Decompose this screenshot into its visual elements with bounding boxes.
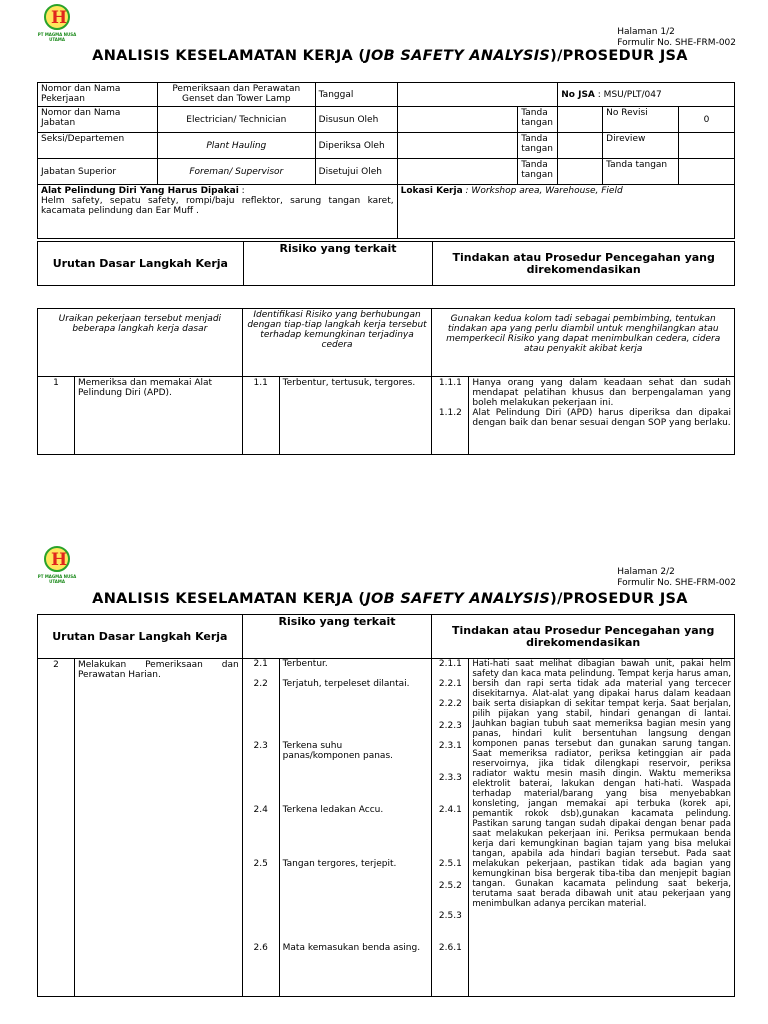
- lokasi-cell: [397, 185, 734, 239]
- no-revisi-value: 0: [679, 107, 735, 133]
- logo-text: PT MAGMA NUSA UTAMA: [37, 32, 77, 42]
- tanda-tangan-value-4: [679, 159, 735, 185]
- company-logo-2: [32, 546, 82, 584]
- nama-pekerjaan-value: Pemeriksaan dan Perawatan Genset dan Tower Lamp: [157, 83, 315, 107]
- logo-circle-icon: H: [44, 4, 70, 30]
- action-2-5-2-no: 2.5.2: [438, 881, 462, 891]
- header2-tindakan: Tindakan atau Prosedur Pencegahan yang direkomendasikan: [432, 615, 735, 659]
- risk-1-1-no: 1.1: [242, 377, 279, 455]
- tanggal-value: [397, 83, 558, 107]
- header2-urutan: Urutan Dasar Langkah Kerja: [38, 615, 243, 659]
- title2-part-c: )/PROSEDUR JSA: [550, 591, 688, 607]
- risk-2-2-no: 2.2: [253, 679, 268, 689]
- risk-2-3-no: 2.3: [253, 741, 268, 751]
- title-part-a: ANALISIS KESELAMATAN KERJA (: [92, 48, 366, 64]
- tanda-tangan-label-1: Tanda tangan: [518, 107, 558, 133]
- guide-tindakan: Gunakan kedua kolom tadi sebagai pembimbing, tentukan tindakan apa yang perlu diambil untuk menghilangkan atau memperkecil Risiko yang dapat menimbulkan cedera, cidera atau penyakit akibat kerja: [432, 309, 735, 377]
- info-table: [37, 82, 735, 239]
- risk-texts-2: [279, 659, 432, 997]
- apd-value: Helm safety, sepatu safety, rompi/baju reflektor, sarung tangan karet, kacamata pelindung dan Ear Muff .: [41, 196, 394, 216]
- action-2-5-1-no: 2.5.1: [438, 859, 462, 869]
- form-number: Formulir No. SHE-FRM-002: [617, 38, 736, 48]
- risk-2-3-text: Terkena suhu panas/komponen panas.: [282, 741, 393, 761]
- nama-pekerjaan-label: Nomor dan Nama Pekerjaan: [38, 83, 158, 107]
- action-2-4-1-no: 2.4.1: [438, 805, 462, 815]
- step-2-text: Melakukan Pemeriksaan dan Perawatan Harian.: [74, 659, 242, 997]
- page-number-2: Halaman 2/2: [617, 567, 675, 577]
- action-nos-2: [432, 659, 469, 997]
- lokasi-value: : Workshop area, Warehouse, Field: [465, 186, 623, 196]
- page-meta-2: [617, 567, 736, 589]
- jabatan-value: Electrician/ Technician: [157, 107, 315, 133]
- step-1-no: 1: [38, 377, 75, 455]
- disetujui-label: Disetujui Oleh: [315, 159, 397, 185]
- document-page-2: [0, 540, 768, 1024]
- guide-urutan: Uraikan pekerjaan tersebut menjadi beberapa langkah kerja dasar: [38, 309, 243, 377]
- title2-part-a: ANALISIS KESELAMATAN KERJA (: [92, 591, 366, 607]
- action-2-5-3-no: 2.5.3: [438, 911, 462, 921]
- risk-2-2-text: Terjatuh, terpeleset dilantai.: [282, 679, 410, 689]
- no-revisi-label: No Revisi: [603, 107, 679, 133]
- action-text-2: Hati-hati saat melihat dibagian bawah unit, pakai helm safety dan kaca mata pelindung. Tempat kerja harus aman, bersih dan rapi serta tidak ada material yang tercecer disekitarnya. Alat-alat yang dipakai harus dalam keadaan baik serta disiapkan di sekitar tempat kerja. Saat berjalan, pilih pijakan yang stabil, hindari genangan di lantai. Jauhkan bagian tubuh saat memeriksa bagian mesin yang panas, hindari kulit bersentuhan langsung dengan komponen panas tersebut dan gunakan sarung tangan. Saat memeriksa radiator, periksa ketinggian air pada reservoirnya, jika tidak dilengkapi reservoir, periksa radiator waktu mesin masih dingin. Waktu memeriksa elektrolit baterai, lakukan dengan hati-hati. Waspada terhadap material/barang yang bisa menyebabkan konsleting, jangan memakai api terbuka (korek api, pemantik rokok dsb),gunakan kacamata pelindung. Pastikan sarung tangan sudah dipakai dengan benar pada saat melakukan pekerjaan ini. Periksa permukaan benda kerja dari kemungkinan bagian tajam yang bisa melukai tangan, apabila ada hindari bagian tersebut. Pada saat melakukan pekerjaan, pastikan tidak ada bagian yang kemungkinan bisa bergerak tiba-tiba dan menjepit bagian tangan. Gunakan kacamata pelindung saat bekerja, terutama saat berada dibawah unit atau pekerjaan yang menimbulkan adanya percikan material.: [469, 659, 735, 997]
- page-number: Halaman 1/2: [617, 27, 675, 37]
- action-1-1-2-text: Alat Pelindung Diri (APD) harus diperiksa dan dipakai dengan baik dan benar sesuai dengan SOP yang berlaku.: [472, 408, 731, 428]
- risk-1-1-text: Terbentur, tertusuk, tergores.: [279, 377, 432, 455]
- action-2-2-2-no: 2.2.2: [438, 699, 462, 709]
- company-logo: [32, 4, 82, 42]
- jabatan-superior-value: Foreman/ Supervisor: [157, 159, 315, 185]
- risk-2-1-no: 2.1: [253, 659, 268, 669]
- action-1-1-1-text: Hanya orang yang dalam keadaan sehat dan sudah mendapat pelatihan khusus dan berpengalaman yang boleh melakukan pekerjaan ini.: [472, 378, 731, 408]
- diperiksa-value: [397, 133, 518, 159]
- diperiksa-label: Diperiksa Oleh: [315, 133, 397, 159]
- disusun-label: Disusun Oleh: [315, 107, 397, 133]
- risk-nos-2: [242, 659, 279, 997]
- document-page-1: [0, 0, 768, 470]
- jsa-table-1: [37, 308, 735, 455]
- title-part-b: JOB SAFETY ANALYSIS: [365, 48, 551, 64]
- guide-risiko: Identifikasi Risiko yang berhubungan dengan tiap-tiap langkah kerja tersebut terhadap kemungkinan terjadinya cedera: [242, 309, 432, 377]
- jabatan-label: Nomor dan Nama Jabatan: [38, 107, 158, 133]
- lokasi-label: Lokasi Kerja: [400, 186, 463, 196]
- no-jsa-label: No JSA: [561, 89, 595, 100]
- document-title-2: [0, 591, 768, 607]
- action-1-1-2-no: 1.1.2: [438, 408, 462, 418]
- tanda-tangan-value-2: [558, 133, 603, 159]
- tanggal-label: Tanggal: [315, 83, 397, 107]
- no-jsa: [558, 83, 735, 107]
- action-2-2-3-no: 2.2.3: [438, 721, 462, 731]
- header-urutan: Urutan Dasar Langkah Kerja: [38, 242, 244, 286]
- step-2-no: 2: [38, 659, 75, 997]
- jsa-table-2: [37, 614, 735, 997]
- risk-2-4-text: Terkena ledakan Accu.: [282, 805, 384, 815]
- title-part-c: )/PROSEDUR JSA: [550, 48, 688, 64]
- action-nos-1: [432, 377, 469, 455]
- tanda-tangan-label-2: Tanda tangan: [518, 133, 558, 159]
- title2-part-b: JOB SAFETY ANALYSIS: [365, 591, 551, 607]
- risk-2-5-no: 2.5: [253, 859, 268, 869]
- apd-label: Alat Pelindung Diri Yang Harus Dipakai: [41, 186, 239, 196]
- header-risiko: Risiko yang terkait: [243, 242, 433, 286]
- tanda-tangan-value-3: [558, 159, 603, 185]
- document-title: [0, 48, 768, 64]
- risk-2-1-text: Terbentur.: [282, 659, 328, 669]
- action-texts-1: [469, 377, 735, 455]
- action-2-2-1-no: 2.2.1: [438, 679, 462, 689]
- seksi-value: Plant Hauling: [157, 133, 315, 159]
- form-number-2: Formulir No. SHE-FRM-002: [617, 578, 736, 588]
- action-1-1-1-no: 1.1.1: [438, 378, 462, 388]
- no-jsa-value: : MSU/PLT/047: [597, 89, 662, 100]
- risk-2-5-text: Tangan tergores, terjepit.: [282, 859, 397, 869]
- apd-cell: Alat Pelindung Diri Yang Harus Dipakai : Helm safety, sepatu safety, rompi/baju reflektor, sarung tangan karet, kacamata pelindung dan Ear Muff .: [38, 185, 398, 239]
- tanda-tangan-value-1: [558, 107, 603, 133]
- risk-2-6-text: Mata kemasukan benda asing.: [282, 943, 421, 953]
- action-2-6-1-no: 2.6.1: [438, 943, 462, 953]
- direview-label: Direview: [603, 133, 679, 159]
- column-header-table-1: [37, 241, 735, 286]
- action-2-3-1-no: 2.3.1: [438, 741, 462, 751]
- page-meta: [617, 27, 736, 49]
- jabatan-superior-label: Jabatan Superior: [38, 159, 158, 185]
- action-2-1-1-no: 2.1.1: [438, 659, 462, 669]
- risk-2-4-no: 2.4: [253, 805, 268, 815]
- tanda-tangan-label-3: Tanda tangan: [518, 159, 558, 185]
- header2-risiko: Risiko yang terkait: [242, 615, 432, 659]
- tanda-tangan-label-4: Tanda tangan: [603, 159, 679, 185]
- direview-value: [679, 133, 735, 159]
- risk-2-6-no: 2.6: [253, 943, 268, 953]
- disetujui-value: [397, 159, 518, 185]
- seksi-label: Seksi/Departemen: [38, 133, 158, 159]
- logo-circle-icon: H: [44, 546, 70, 572]
- header-tindakan: Tindakan atau Prosedur Pencegahan yang direkomendasikan: [433, 242, 735, 286]
- step-1-text: Memeriksa dan memakai Alat Pelindung Diri (APD).: [74, 377, 242, 455]
- disusun-value: [397, 107, 518, 133]
- action-2-3-3-no: 2.3.3: [438, 773, 462, 783]
- logo-text-2: PT MAGMA NUSA UTAMA: [37, 574, 77, 584]
